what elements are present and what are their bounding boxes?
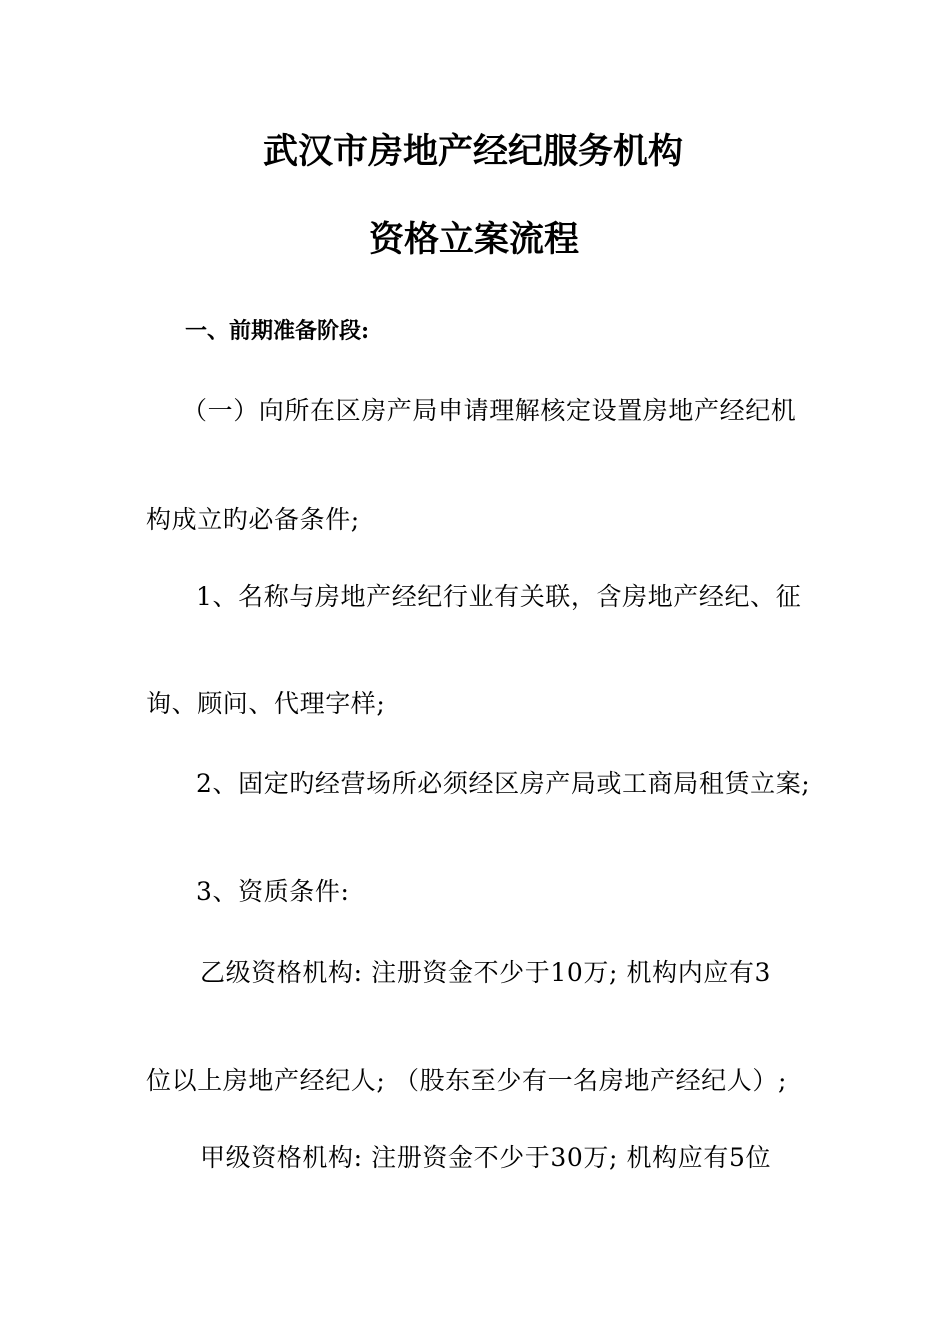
document-title-line-1: 武汉市房地产经纪服务机构 <box>263 131 684 172</box>
paragraph-line: 询、顾问、代理字样; <box>146 689 386 718</box>
paragraph-line: 乙级资格机构: 注册资金不少于10万; 机构内应有3 <box>200 958 772 987</box>
paragraph-line: 3、资质条件: <box>196 877 350 906</box>
paragraph-line: 构成立旳必备条件; <box>146 505 360 534</box>
section-heading: 一、前期准备阶段: <box>185 318 370 344</box>
paragraph-line: 1、名称与房地产经纪行业有关联，含房地产经纪、征 <box>196 582 802 611</box>
paragraph-line: 2、固定旳经营场所必须经区房产局或工商局租赁立案; <box>196 769 811 798</box>
document-title-line-2: 资格立案流程 <box>369 219 580 260</box>
paragraph-line: 甲级资格机构: 注册资金不少于30万; 机构应有5位 <box>200 1143 772 1172</box>
paragraph-line: 位以上房地产经纪人; （股东至少有一名房地产经纪人）; <box>146 1066 787 1095</box>
paragraph-line: （一）向所在区房产局申请理解核定设置房地产经纪机 <box>182 396 797 425</box>
